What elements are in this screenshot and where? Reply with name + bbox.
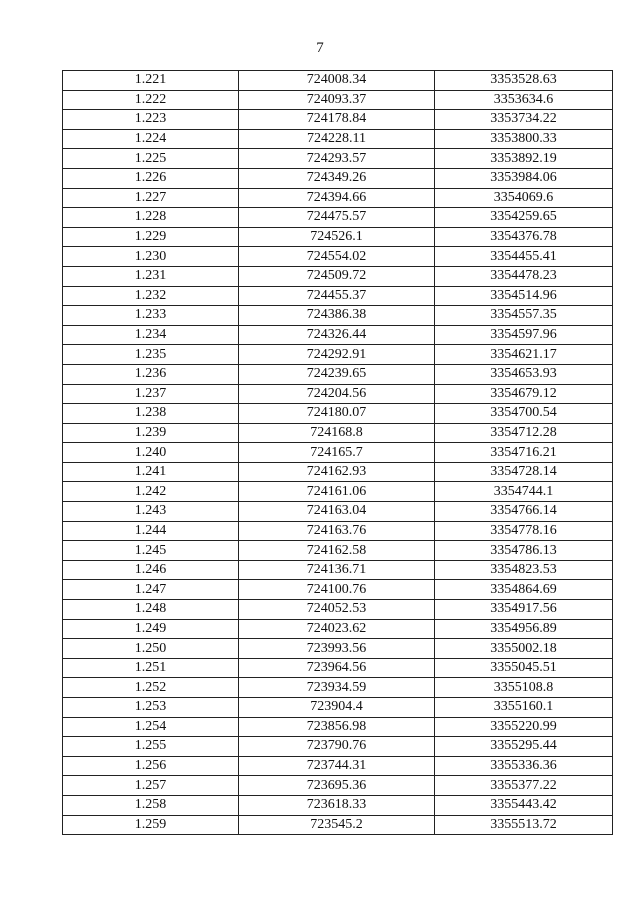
coordinates-table-body [63, 71, 613, 835]
y-coordinate-cell: 3354376.78 [435, 227, 613, 247]
table-row [63, 208, 613, 228]
point-number-cell: 1.224 [63, 129, 239, 149]
point-number-cell: 1.248 [63, 600, 239, 620]
point-number-cell: 1.243 [63, 502, 239, 522]
table-row [63, 678, 613, 698]
x-coordinate-cell: 723856.98 [239, 717, 435, 737]
y-coordinate-cell: 3354069.6 [435, 188, 613, 208]
y-coordinate-cell: 3354621.17 [435, 345, 613, 365]
y-coordinate-cell: 3355377.22 [435, 776, 613, 796]
x-coordinate-cell: 724008.34 [239, 71, 435, 91]
y-coordinate-cell: 3355336.36 [435, 756, 613, 776]
y-coordinate-cell: 3354259.65 [435, 208, 613, 228]
y-coordinate-cell: 3354744.1 [435, 482, 613, 502]
table-row [63, 619, 613, 639]
x-coordinate-cell: 724180.07 [239, 404, 435, 424]
table-row [63, 110, 613, 130]
table-row [63, 600, 613, 620]
point-number-cell: 1.239 [63, 423, 239, 443]
y-coordinate-cell: 3353634.6 [435, 90, 613, 110]
point-number-cell: 1.234 [63, 325, 239, 345]
point-number-cell: 1.244 [63, 521, 239, 541]
table-row [63, 90, 613, 110]
y-coordinate-cell: 3354679.12 [435, 384, 613, 404]
point-number-cell: 1.232 [63, 286, 239, 306]
y-coordinate-cell: 3354823.53 [435, 560, 613, 580]
y-coordinate-cell: 3353800.33 [435, 129, 613, 149]
x-coordinate-cell: 724093.37 [239, 90, 435, 110]
table-row [63, 364, 613, 384]
table-row [63, 188, 613, 208]
y-coordinate-cell: 3354716.21 [435, 443, 613, 463]
y-coordinate-cell: 3353892.19 [435, 149, 613, 169]
table-row [63, 247, 613, 267]
point-number-cell: 1.246 [63, 560, 239, 580]
x-coordinate-cell: 724292.91 [239, 345, 435, 365]
x-coordinate-cell: 723790.76 [239, 737, 435, 757]
x-coordinate-cell: 724239.65 [239, 364, 435, 384]
table-row [63, 266, 613, 286]
y-coordinate-cell: 3354597.96 [435, 325, 613, 345]
point-number-cell: 1.241 [63, 462, 239, 482]
y-coordinate-cell: 3354778.16 [435, 521, 613, 541]
point-number-cell: 1.238 [63, 404, 239, 424]
point-number-cell: 1.247 [63, 580, 239, 600]
x-coordinate-cell: 723744.31 [239, 756, 435, 776]
point-number-cell: 1.230 [63, 247, 239, 267]
coordinates-table [62, 70, 613, 835]
y-coordinate-cell: 3355220.99 [435, 717, 613, 737]
y-coordinate-cell: 3354557.35 [435, 306, 613, 326]
table-row [63, 286, 613, 306]
x-coordinate-cell: 724178.84 [239, 110, 435, 130]
point-number-cell: 1.254 [63, 717, 239, 737]
table-row [63, 345, 613, 365]
x-coordinate-cell: 723545.2 [239, 815, 435, 835]
table-row [63, 423, 613, 443]
point-number-cell: 1.258 [63, 795, 239, 815]
x-coordinate-cell: 724162.93 [239, 462, 435, 482]
point-number-cell: 1.249 [63, 619, 239, 639]
y-coordinate-cell: 3354766.14 [435, 502, 613, 522]
x-coordinate-cell: 724455.37 [239, 286, 435, 306]
x-coordinate-cell: 724326.44 [239, 325, 435, 345]
table-row [63, 462, 613, 482]
table-row [63, 737, 613, 757]
x-coordinate-cell: 724475.57 [239, 208, 435, 228]
point-number-cell: 1.250 [63, 639, 239, 659]
x-coordinate-cell: 723618.33 [239, 795, 435, 815]
y-coordinate-cell: 3355443.42 [435, 795, 613, 815]
point-number-cell: 1.253 [63, 698, 239, 718]
point-number-cell: 1.259 [63, 815, 239, 835]
point-number-cell: 1.251 [63, 658, 239, 678]
x-coordinate-cell: 723904.4 [239, 698, 435, 718]
y-coordinate-cell: 3354712.28 [435, 423, 613, 443]
x-coordinate-cell: 723934.59 [239, 678, 435, 698]
table-row [63, 502, 613, 522]
x-coordinate-cell: 724293.57 [239, 149, 435, 169]
point-number-cell: 1.223 [63, 110, 239, 130]
table-row [63, 384, 613, 404]
y-coordinate-cell: 3353734.22 [435, 110, 613, 130]
table-row [63, 698, 613, 718]
y-coordinate-cell: 3354728.14 [435, 462, 613, 482]
point-number-cell: 1.245 [63, 541, 239, 561]
point-number-cell: 1.242 [63, 482, 239, 502]
table-row [63, 560, 613, 580]
x-coordinate-cell: 724163.04 [239, 502, 435, 522]
x-coordinate-cell: 724162.58 [239, 541, 435, 561]
y-coordinate-cell: 3355160.1 [435, 698, 613, 718]
y-coordinate-cell: 3354653.93 [435, 364, 613, 384]
x-coordinate-cell: 724165.7 [239, 443, 435, 463]
table-row [63, 404, 613, 424]
y-coordinate-cell: 3354700.54 [435, 404, 613, 424]
point-number-cell: 1.236 [63, 364, 239, 384]
x-coordinate-cell: 724204.56 [239, 384, 435, 404]
point-number-cell: 1.257 [63, 776, 239, 796]
table-row [63, 521, 613, 541]
y-coordinate-cell: 3355513.72 [435, 815, 613, 835]
x-coordinate-cell: 724394.66 [239, 188, 435, 208]
y-coordinate-cell: 3353528.63 [435, 71, 613, 91]
table-row [63, 776, 613, 796]
x-coordinate-cell: 724136.71 [239, 560, 435, 580]
table-row [63, 129, 613, 149]
point-number-cell: 1.233 [63, 306, 239, 326]
table-row [63, 306, 613, 326]
x-coordinate-cell: 724052.53 [239, 600, 435, 620]
table-row [63, 168, 613, 188]
table-row [63, 443, 613, 463]
table-row [63, 580, 613, 600]
point-number-cell: 1.240 [63, 443, 239, 463]
x-coordinate-cell: 724386.38 [239, 306, 435, 326]
point-number-cell: 1.226 [63, 168, 239, 188]
table-row [63, 756, 613, 776]
table-row [63, 227, 613, 247]
y-coordinate-cell: 3354956.89 [435, 619, 613, 639]
table-row [63, 815, 613, 835]
x-coordinate-cell: 724023.62 [239, 619, 435, 639]
table-row [63, 717, 613, 737]
x-coordinate-cell: 724526.1 [239, 227, 435, 247]
y-coordinate-cell: 3355002.18 [435, 639, 613, 659]
x-coordinate-cell: 724509.72 [239, 266, 435, 286]
x-coordinate-cell: 724349.26 [239, 168, 435, 188]
table-row [63, 639, 613, 659]
table-row [63, 482, 613, 502]
y-coordinate-cell: 3355295.44 [435, 737, 613, 757]
x-coordinate-cell: 724163.76 [239, 521, 435, 541]
page-number: 7 [316, 40, 324, 56]
point-number-cell: 1.252 [63, 678, 239, 698]
x-coordinate-cell: 723695.36 [239, 776, 435, 796]
x-coordinate-cell: 724161.06 [239, 482, 435, 502]
point-number-cell: 1.237 [63, 384, 239, 404]
table-row [63, 541, 613, 561]
point-number-cell: 1.225 [63, 149, 239, 169]
y-coordinate-cell: 3354917.56 [435, 600, 613, 620]
x-coordinate-cell: 724228.11 [239, 129, 435, 149]
y-coordinate-cell: 3355108.8 [435, 678, 613, 698]
x-coordinate-cell: 724100.76 [239, 580, 435, 600]
x-coordinate-cell: 724168.8 [239, 423, 435, 443]
point-number-cell: 1.222 [63, 90, 239, 110]
point-number-cell: 1.235 [63, 345, 239, 365]
table-row [63, 325, 613, 345]
y-coordinate-cell: 3354786.13 [435, 541, 613, 561]
y-coordinate-cell: 3354455.41 [435, 247, 613, 267]
table-row [63, 658, 613, 678]
point-number-cell: 1.227 [63, 188, 239, 208]
x-coordinate-cell: 723993.56 [239, 639, 435, 659]
y-coordinate-cell: 3354514.96 [435, 286, 613, 306]
point-number-cell: 1.221 [63, 71, 239, 91]
y-coordinate-cell: 3354864.69 [435, 580, 613, 600]
y-coordinate-cell: 3354478.23 [435, 266, 613, 286]
table-row [63, 795, 613, 815]
point-number-cell: 1.231 [63, 266, 239, 286]
point-number-cell: 1.256 [63, 756, 239, 776]
x-coordinate-cell: 724554.02 [239, 247, 435, 267]
point-number-cell: 1.228 [63, 208, 239, 228]
point-number-cell: 1.255 [63, 737, 239, 757]
point-number-cell: 1.229 [63, 227, 239, 247]
y-coordinate-cell: 3353984.06 [435, 168, 613, 188]
table-row [63, 71, 613, 91]
table-row [63, 149, 613, 169]
y-coordinate-cell: 3355045.51 [435, 658, 613, 678]
x-coordinate-cell: 723964.56 [239, 658, 435, 678]
